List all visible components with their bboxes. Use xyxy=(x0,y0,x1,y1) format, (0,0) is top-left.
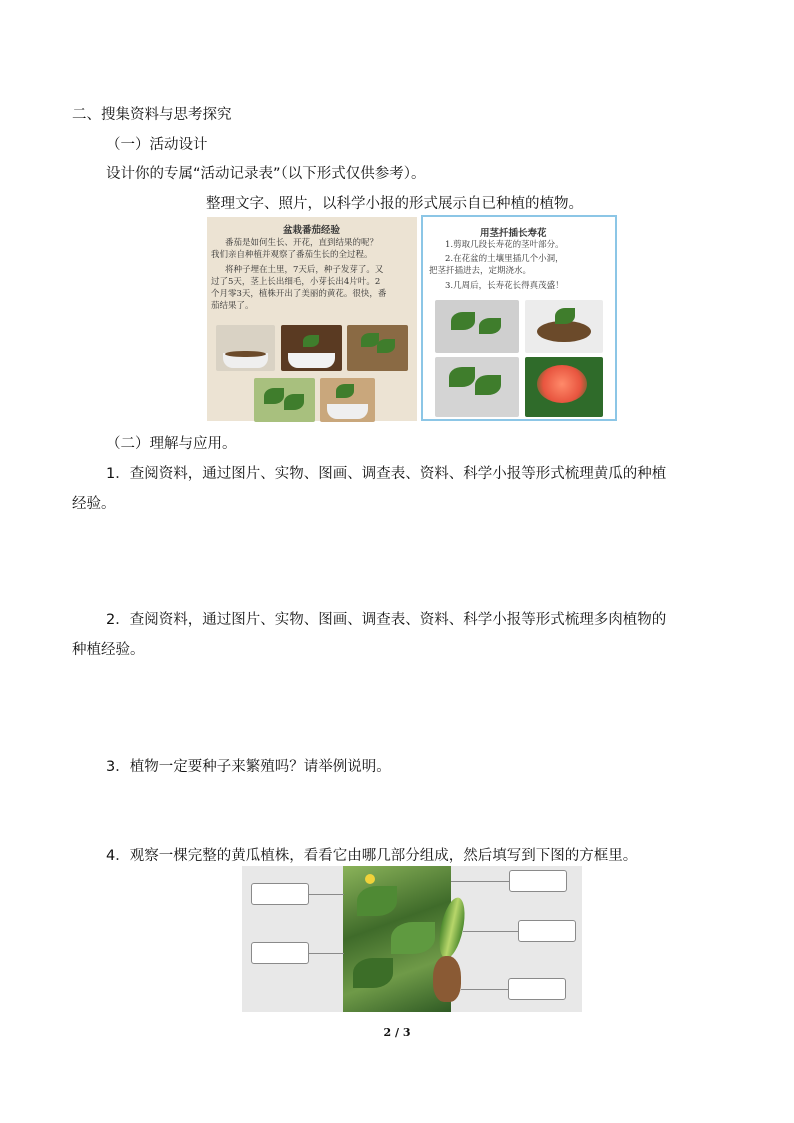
kalanchoe-line-2: 2.在花盆的土壤里插几个小洞， xyxy=(445,254,564,264)
kalanchoe-line-4: 3.几周后，长寿花长得真茂盛！ xyxy=(445,281,564,291)
tomato-line-2: 我们亲自种植并观察了番茄生长的全过程。 xyxy=(211,250,373,260)
tomato-line-1: 番茄是如何生长、开花，直到结果的呢？ xyxy=(225,238,379,248)
kalanchoe-photo-grown xyxy=(435,357,519,417)
answer-box-right-3[interactable] xyxy=(508,978,566,1000)
answer-box-left-bottom[interactable] xyxy=(251,942,309,964)
tomato-panel-title: 盆栽番茄经验 xyxy=(283,225,341,236)
tomato-line-5: 个月零3天，植株开出了美丽的黄花。很快，番 xyxy=(211,289,387,299)
question-1-line-2: 经验。 xyxy=(72,496,116,512)
kalanchoe-panel xyxy=(421,215,617,421)
answer-box-right-2[interactable] xyxy=(518,920,576,942)
question-1-line-1: 1．查阅资料，通过图片、实物、图画、调查表、资料、科学小报等形式梳理黄瓜的种植 xyxy=(106,466,667,482)
kalanchoe-photo-cuttings xyxy=(435,300,519,353)
kalanchoe-photo-planted xyxy=(525,300,603,353)
question-2-line-2: 种植经验。 xyxy=(72,642,145,658)
figure-caption: 整理文字、照片，以科学小报的形式展示自已种植的植物。 xyxy=(206,196,583,212)
answer-box-left-top[interactable] xyxy=(251,883,309,905)
kalanchoe-line-1: 1.剪取几段长寿花的茎叶部分。 xyxy=(445,240,564,250)
tomato-photo-flower xyxy=(254,378,315,422)
tomato-photo-leaves xyxy=(347,325,408,371)
question-2-line-1: 2．查阅资料，通过图片、实物、图画、调查表、资料、科学小报等形式梳理多肉植物的 xyxy=(106,612,667,628)
tomato-line-3: 将种子埋在土里，7天后，种子发芽了。又 xyxy=(225,265,384,275)
subsection-activity-design: （一）活动设计 xyxy=(106,137,208,153)
question-4: 4．观察一棵完整的黄瓜植株，看看它由哪几部分组成，然后填写到下图的方框里。 xyxy=(106,848,638,864)
tomato-photo-fruit xyxy=(320,378,375,422)
newsletter-figure xyxy=(207,213,617,421)
cucumber-root xyxy=(433,956,461,1002)
kalanchoe-panel-title: 用茎扦插长寿花 xyxy=(480,228,547,239)
kalanchoe-line-3: 把茎扦插进去，定期浇水。 xyxy=(429,266,532,276)
section-title: 二、搜集资料与思考探究 xyxy=(72,107,232,123)
tomato-panel xyxy=(207,217,417,421)
subsection-understanding: （二）理解与应用。 xyxy=(106,436,237,452)
page-number: 2 / 3 xyxy=(383,1026,411,1039)
tomato-line-6: 茄结果了。 xyxy=(211,301,254,311)
answer-box-right-1[interactable] xyxy=(509,870,567,892)
tomato-line-4: 过了5天，茎上长出细毛，小芽长出4片叶。2 xyxy=(211,277,381,287)
cucumber-diagram xyxy=(242,866,582,1012)
question-3: 3．植物一定要种子来繁殖吗？请举例说明。 xyxy=(106,759,391,775)
tomato-photo-sprout xyxy=(281,325,342,371)
design-instruction: 设计你的专属“活动记录表”（以下形式仅供参考）。 xyxy=(106,166,426,182)
tomato-photo-seed xyxy=(216,325,275,371)
kalanchoe-photo-blooming xyxy=(525,357,603,417)
